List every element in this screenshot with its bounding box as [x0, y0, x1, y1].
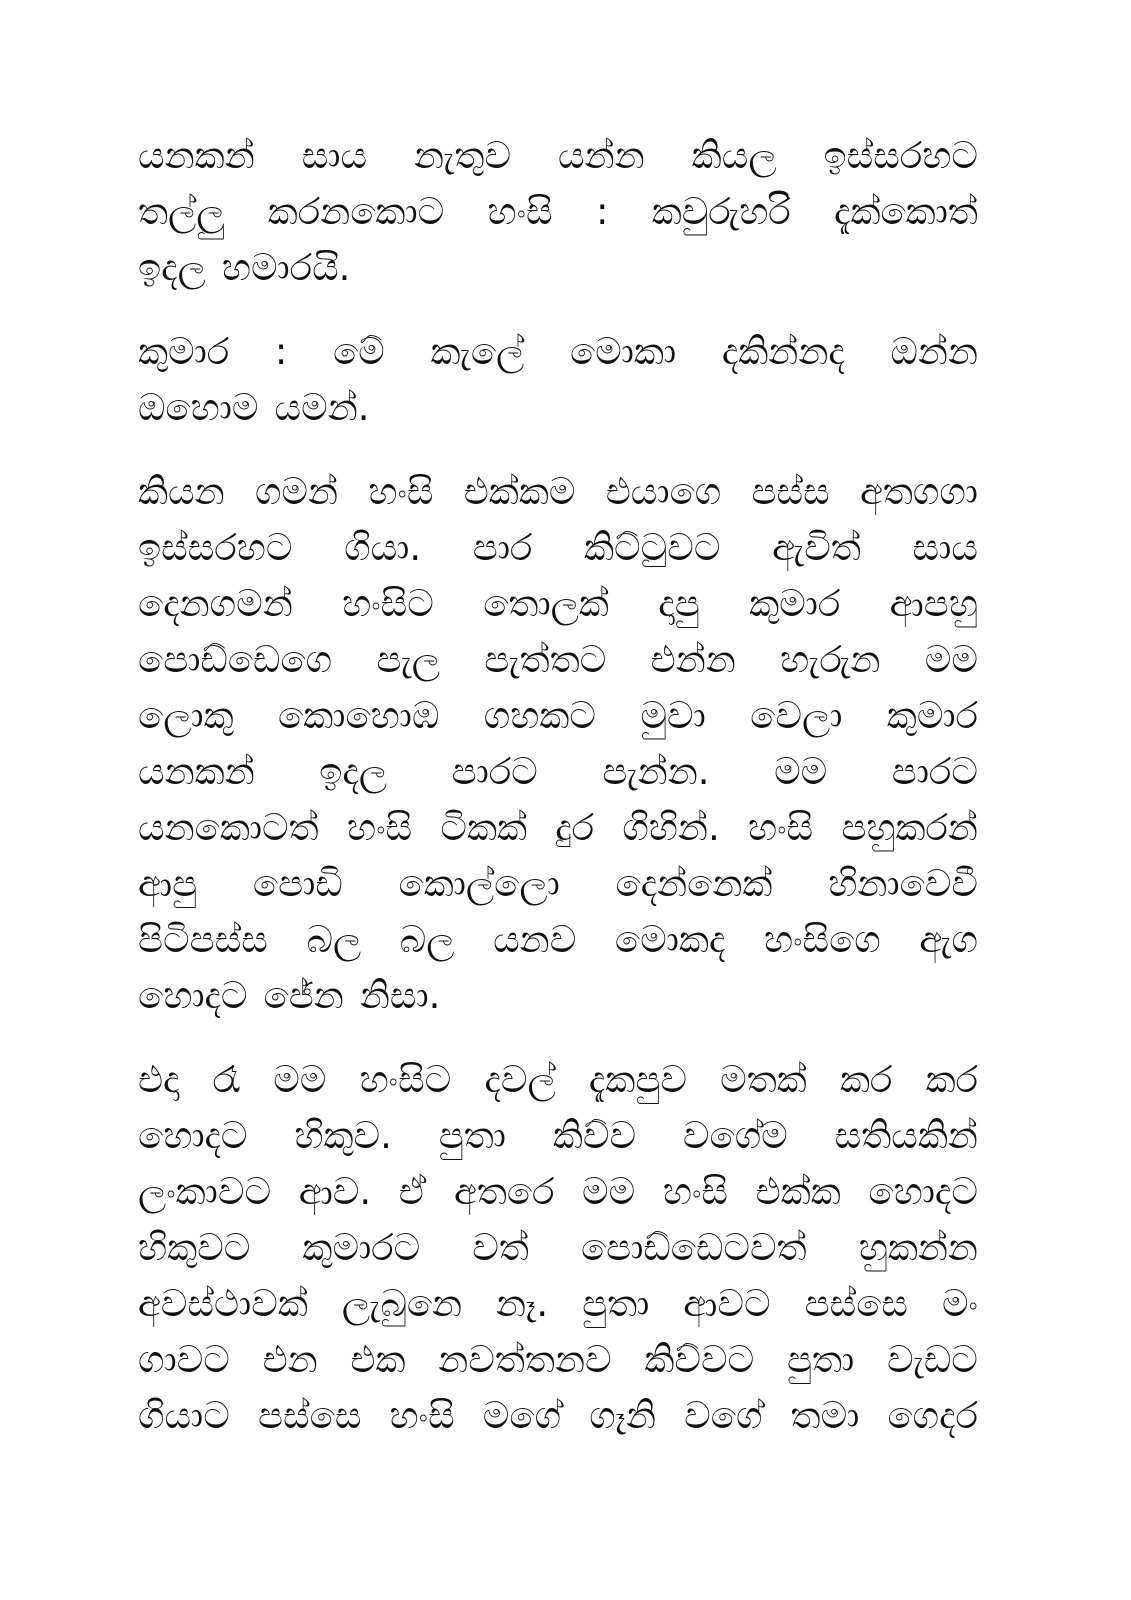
word: තොලක්: [483, 582, 609, 625]
text-line: [138, 912, 978, 968]
word: පැල: [376, 638, 440, 681]
word: හංසි: [368, 470, 434, 513]
word: හිකුව.: [294, 1114, 392, 1157]
word: මම: [924, 638, 978, 681]
word: එන: [262, 1338, 318, 1381]
text-line: [138, 688, 978, 744]
word: හංසි: [747, 806, 814, 849]
word: කවුරුහරි: [651, 190, 791, 233]
text-line: [138, 1052, 978, 1108]
text-line: [138, 520, 978, 576]
word: යන්න: [558, 134, 645, 177]
word: දෙනගමන්: [138, 582, 293, 625]
word: ඔහොම: [138, 386, 259, 429]
word: ලොකු: [138, 694, 234, 737]
text-line: [138, 856, 978, 912]
word: මුවා: [640, 694, 706, 737]
word: එක්කම: [463, 470, 576, 513]
word: ආව.: [298, 1170, 372, 1213]
word: දවල්: [484, 1058, 556, 1101]
word: වගේම: [682, 1114, 788, 1157]
word: ඔන්න: [890, 330, 978, 373]
word: හංසි: [389, 1394, 455, 1437]
word: කුමාරට: [302, 1226, 421, 1269]
word: ලංකාවට: [138, 1170, 272, 1213]
word: කැලේ: [430, 330, 525, 373]
paragraph: [138, 1052, 978, 1444]
text-line: [138, 744, 978, 800]
text-line: [138, 184, 978, 240]
text-line: [138, 1164, 978, 1220]
word: ගමන්: [254, 470, 339, 513]
word: හොදට: [138, 1114, 248, 1157]
text-line: [138, 324, 978, 380]
word: හිනාවෙවී: [828, 862, 978, 905]
word: පුතා: [438, 1114, 506, 1157]
word: කර: [840, 1058, 893, 1101]
word: මම: [774, 750, 828, 793]
word: පාරට: [451, 750, 538, 793]
word: හංසිට: [359, 1058, 452, 1101]
word: පස්සෙ: [257, 1394, 362, 1437]
word: කුමාර: [886, 694, 978, 737]
word: අතගගා: [860, 470, 978, 513]
word: පස්ස: [751, 470, 830, 513]
word: හැරුන: [780, 638, 881, 681]
word: තල්ලු: [138, 190, 225, 233]
word: කුමාර: [138, 330, 230, 373]
word: යනකන්: [138, 750, 255, 793]
word: කර: [925, 1058, 978, 1101]
word: තමා: [790, 1394, 860, 1437]
word: ගියාට: [138, 1394, 230, 1437]
paragraph: [138, 128, 978, 296]
word: වැඩට: [886, 1338, 978, 1381]
word: පහුකරන්: [841, 806, 978, 849]
word: ටිකක්: [440, 806, 528, 849]
text-line: [138, 128, 978, 184]
word: පාරට: [891, 750, 978, 793]
word: පොඩ්ඩෙටවත්: [580, 1226, 807, 1269]
text-line: [138, 968, 978, 1024]
word: බල: [399, 918, 455, 961]
word: ඉස්සරහට: [138, 526, 293, 569]
word: ඉදල: [138, 246, 206, 289]
word: මොකද: [614, 918, 726, 961]
word: ගහකට: [483, 694, 596, 737]
word: යනව: [493, 918, 577, 961]
word: නිසා.: [359, 974, 441, 1017]
text-line: [138, 380, 978, 436]
word: දාපු: [658, 582, 700, 625]
word: දෙන්නෙක්: [615, 862, 773, 905]
word: පාර: [472, 526, 533, 569]
word: මම: [582, 1170, 636, 1213]
paragraph: [138, 464, 978, 1024]
word: ආවට: [683, 1282, 771, 1325]
word: කොහොඹ: [278, 694, 440, 737]
document-page: [138, 128, 978, 1488]
paragraph: [138, 324, 978, 436]
text-line: [138, 1276, 978, 1332]
text-line: [138, 1108, 978, 1164]
text-line: [138, 800, 978, 856]
word: මම: [273, 1058, 327, 1101]
word: කිව්වට: [644, 1338, 755, 1381]
word: ආපු: [138, 862, 198, 905]
word: දැක්කොත්: [834, 190, 978, 233]
word: හංසි: [487, 190, 553, 233]
word: ගියා.: [344, 526, 422, 569]
word: වෙලා: [750, 694, 843, 737]
word: අතරෙ: [454, 1170, 555, 1213]
word: රෑ: [212, 1058, 241, 1101]
word: හංසි: [346, 806, 413, 849]
word: පුතා: [582, 1282, 650, 1325]
word: හුකන්න: [858, 1226, 978, 1269]
word: සාය: [912, 526, 978, 569]
word: මගේ: [482, 1394, 562, 1437]
word: අවස්ථාවක්: [138, 1282, 308, 1325]
word: පස්සෙ: [804, 1282, 909, 1325]
word: ජේන: [263, 974, 344, 1017]
word: මේ: [332, 330, 385, 373]
word: :: [274, 330, 288, 373]
word: එයාගෙ: [605, 470, 722, 513]
word: ඇවිත්: [772, 526, 861, 569]
word: :: [595, 190, 609, 233]
word: දුර: [555, 806, 595, 849]
word: ගෙදර: [887, 1394, 978, 1437]
word: පැන්න.: [602, 750, 710, 793]
word: දැකපුව: [588, 1058, 687, 1101]
word: එදා: [138, 1058, 180, 1101]
word: සාය: [301, 134, 368, 177]
word: නෑ.: [496, 1282, 549, 1325]
word: කරනකොට: [267, 190, 445, 233]
text-line: [138, 240, 978, 296]
text-line: [138, 464, 978, 520]
word: හොදට: [868, 1170, 978, 1213]
word: නවත්තනව: [438, 1338, 612, 1381]
word: ඉදල: [319, 750, 388, 793]
word: එන්න: [650, 638, 736, 681]
word: වත්: [472, 1226, 529, 1269]
word: පිටිපස්ස: [138, 918, 268, 961]
word: හංසිගෙ: [763, 918, 881, 961]
word: ඒ: [398, 1170, 427, 1213]
word: මතක්: [720, 1058, 807, 1101]
word: පොඩ්ඩෙගෙ: [138, 638, 333, 681]
text-line: [138, 632, 978, 688]
word: සතියකින්: [834, 1114, 978, 1157]
text-line: [138, 1332, 978, 1388]
word: යමන්.: [274, 386, 370, 429]
word: පැත්තට: [484, 638, 607, 681]
word: නැතුව: [414, 134, 512, 177]
word: ඉස්සරහට: [823, 134, 978, 177]
word: ඇග: [919, 918, 978, 961]
word: කියල: [691, 134, 777, 177]
word: මං: [941, 1282, 978, 1325]
word: යනකන්: [138, 134, 255, 177]
word: ගෑනි: [589, 1394, 657, 1437]
word: හංසි: [662, 1170, 729, 1213]
word: යනකොටත්: [138, 806, 319, 849]
word: හමාරයි.: [221, 246, 351, 289]
word: ලැබුනෙ: [341, 1282, 463, 1325]
word: පොඩි: [252, 862, 343, 905]
word: කුමාර: [749, 582, 841, 625]
word: හොදට: [138, 974, 248, 1017]
word: හංසිට: [342, 582, 434, 625]
word: එක්ක: [755, 1170, 841, 1213]
word: ගාවට: [138, 1338, 230, 1381]
word: ආපහු: [889, 582, 978, 625]
word: ගිහින්.: [622, 806, 720, 849]
word: දකින්නද: [721, 330, 845, 373]
word: කිව්ව: [552, 1114, 637, 1157]
word: එක: [350, 1338, 406, 1381]
text-line: [138, 1220, 978, 1276]
word: කිට්ටුවට: [584, 526, 721, 569]
text-line: [138, 1388, 978, 1444]
word: මොකා: [569, 330, 677, 373]
word: කොල්ලො: [398, 862, 560, 905]
word: කියන: [138, 470, 225, 513]
word: බල: [306, 918, 362, 961]
text-line: [138, 576, 978, 632]
word: පුතා: [786, 1338, 855, 1381]
word: හිකුවට: [138, 1226, 251, 1269]
word: වගේ: [684, 1394, 763, 1437]
